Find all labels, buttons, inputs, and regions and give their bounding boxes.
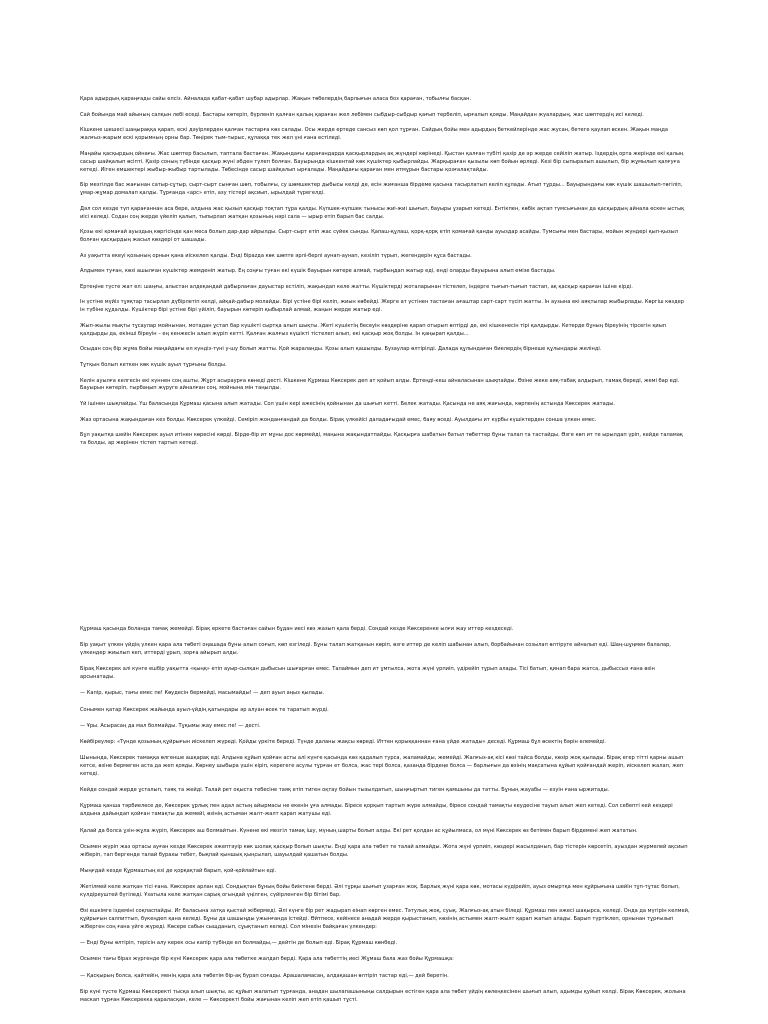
paragraph: Өзі ешкімге іздеміні соқпаспайды. Иг баласына затқа қыстай жібермеді. Әлі күнге бір рет жадырап еінап көрген емес. Тәтулық жоқ, суық. Жалғыз-ақ атын біледі. Құрмаш пен әжесі шақырса, келеді. Онда да мүгірін келмей, құйрығын салпиттып, бүкеңдеп қана келеді. Бұны да шашыңды ужынғанда істейді. Өйтпесе, кейінесе анадай жерде қырыстанып, көзінің астымен жалт-жылт қарап жатып алады. Барып түртіклеп, орнынан тұрғызып жіберген соң ғана үйге жүреді. Көсере сабын сыщданып, сұықтанып келеді. Сол мінезін байқаған үлкендер: — [80, 908, 690, 930]
paragraph: Кейде сондай жерде ұсталып, таяқ та жейді. Талай рет оқыста тебесіне таяқ етіп тиген оқтау бойын тызылдатып, шыңғыртып тиген қамшыны да татты. Бұның жауабы — езуін ғана ыржитады. — [80, 787, 610, 794]
paragraph: Үй ішінен шықпайды. Үш баласында Құрмаш қасына алып жатады. Сол үшін кері ажесінің қойнынан да шығып кетті. Белек жатады. Қасында не аяқ жағында, көрпенің астында Көксерек жатады. — [80, 401, 615, 408]
paragraph: Жаз ортасына жақындаған кез болды. Көксерек үлкейді. Семіріп жонданғандай да болды. Бірақ үлкейісі дaладағыдай емес, баяу өседі. Ауылдағы ит күрбы күшіктерден сонша үлкен емес. — [80, 416, 597, 423]
paragraph: Ін үстіне мүйіз тұяқтар тасырлап дүбірлетіп келді, айқай-дабыр молайды. Бірі үстіне бірі келіп, жиын көбейді. Жерге ат үстінен тастаған ағаштар сарт-сарт түсіп жатты. Ін аузына екі аяқтылар жыбырлады. Көргіш көздер ін түбіне құдалды. Күшіктер бірі үстіне бірі үйіліп, бауырын көтеріп қыбырлай алмай, жаңын жерде жатыр еді. — [80, 299, 684, 314]
paragraph: Бір күні түсте Құрмаш Көксеректі тысқа алып шықты, ас құйып жалатып тұрғанда, анадан шылапашыныңы салдырын естіген қара ала төбет үйдің көлеңкесінен шығып алып, адымды қуйып келді. Бірақ Көксерек, жолына маскап тұрған Көксерекка қараласқан, келе — Көксеректі бойы жағынан келіп жеп етіп қашып тұсті. — [80, 988, 686, 1003]
paragraph: Сай бойында май айының салқын лебі еседі. Бастары көтеріп, бүрленіп қалған қалың қараған жел лебімен сыбдыр-сыбдыр қағып тербеліп, ырғалып қояды. Маңайдан жуалардың, жас шөптердің исі келеді. — [80, 111, 644, 118]
paragraph: Сонымен қатар Көксерек жайында ауыл-үйдің қатындары әр алуан өсек те таратып жүрді. — [80, 706, 329, 713]
paragraph: Қалай да болса ұзін-жұла жүріп, Көксерек аш болмайтын. Күнене екі мезгіл тамақ ішу, мүның шарты болып алды. Екі рет қолдан ас құйылмаса, ол мүнi Көксерек өз бетімен барып бірдеменi жеп жататын. — [80, 827, 638, 834]
paragraph: Тұтқын болып кеткен көк күшік ауыл тұрғыны болды. — [80, 361, 227, 368]
paragraph: Осымен тағы біраз жүргенде бір күні Көксерек қара ала төбетке жалдап берді. Қара ала төбеттің иесі Жұмаш бала жаз бойы Құрмашқа: — [80, 956, 454, 963]
paragraph: Алдымен туған, көзі ашылған күшіктер жемденіп жатыр. Ең соңғы туған екі күшік бауырын көтере алмай, тырбыңдап жатыр еді, енді оларды бауырына алып емізе бастады. — [80, 268, 556, 275]
paragraph: — Қасқырың болса, қайтейін, менің қара ала төбетім бір-ақ бурап соғады. Арашаламасаң, алдақашан өлтіріп тастар еді,— дей беретін. — [80, 972, 449, 979]
text-section-bottom — [80, 626, 690, 1005]
paragraph: — Енді бұны өлтіріп, терісін алу керек осы капір түбінде ел болмайды,— дейтін де болып еді. Бірақ Құрмаш көнбеді. — [80, 940, 398, 947]
paragraph: Дәл сол кезде түп қарағаннан аса берe, алдына жас қызыл қасқыр тоқтап тұра қалды. Күпшек-күпшек тынысы жиі-жиі шығып, бауыры ұзарып кетеді. Ентікпен, көбік ақтап түмсығынан да қасқырдың айнала ескен ыстық иісі келеді. Содан соң жерде үйеліп қалып, тыпырлап жатқан қозының нәрі сала — ырыр етіп барып бас салды. — [80, 205, 685, 220]
paragraph: Құрмаш қасында боланда тамақ жемейді. Бірақ еркете бастаған сайын бұдан иесі көз жазып қала берді. Сондай кезде Көксеренке ылғи жау иттер кездеседі. — [80, 626, 514, 632]
paragraph: Шынында, Көксерек тамаққа өлгенше ашқарақ еді. Алдына құйып қойған асты алі күнге қасында көз қадалып турса, жаламайды, жемейді. Жалғыз-ақ кісі көзі тайса болды, көзір жоқ қылады. Бірақ егер тiтті қарны ашып кетсе, өзіне бермеген аста да жеп қояды. Көрнеу шыбыра үшін кіріп, кеpегеге асулы тұрған ет болса, жас тері болса, қазанда бірдеңе болса — барлығын да өзінің мақсатына құйып қойғандай жеріп, иіскелеп жалап, жеп кетеді. — [80, 755, 684, 778]
paragraph: Мыңғдай кезде Құрмаштың езі де қорқақтай барып, қой-қойлайтын еді. — [80, 867, 277, 874]
text-section-top — [80, 96, 690, 448]
paragraph: Келін ауылға келгесін екі күннен соң ашты. Жұрт асыраурға көнеді десті. Кішкене Құрмаш Көксерек деп ат қойып алды. Ертеңді-кеш айналасынан шықпайды. Өзіне жеке аяқ-табақ алдырып, тамақ береді, жемі бар еді. Бауырын көтеріп, тырбаңып жүруге айналған соң, мойнына мін таңылды. — [80, 377, 680, 392]
paragraph: Кішкене шешесі шаңыраққа қарап, ескі дәуірлерден қалған тастарға көз салады. Осы жерде ертеде сансыз көп қол тұрған. Сайдың бойы мен адырдың беткейлерінде жас жусан, бетеге қаулап өскен. Жақын маңда жалғыз-жарым ескі қорымның орны бар. Төңірек тым-тырыс, құлаққа тек жел үні ғана естіледі. — [80, 127, 668, 142]
paragraph: Ертеңіне түсте жат ел: шаңғы, алыстан алдеқандай дабырлаған дауыстар естіліп, жақындап келе жатты. Күшіктерді жоталарынан тістелеп, індерге тығып-тығып тастап, ақ қасқыр қараған ішіне кірді. — [80, 283, 633, 290]
paragraph: Осымен жүріп жаз ортасы ауған кезде Көксерек әжептәуір көк шолақ қасқыр болып шықты. Енді қара ала төбет те талай алмайды. Жота жүні үрпиіп, көздері жасылданып, бар тістерін көрсетіп, ауыздан жүрмелей ақсиып жіберіп, тап бергенде талай бурахы тебет, бықпай қыншық қыңсылап, шауылдай қашатын болды. — [80, 843, 688, 858]
paragraph: Көйбіреулер: «Түнде қозының құйрығын иіскелеп жүреді. Қойды үркіте береді. Түнде даланы жақсы көреді. Иттен қорыққаннан ғана үйде жатады» деседі. Құрмаш бұл өсектің бәрін елемейді. — [80, 739, 606, 746]
paragraph: Аз уақытта екеуі қозының орнын қана иіскелеп қалды. Енді бірazда көк шөпте әрлі-берлі аунап-аунап, кезіліп түрып, жегендерін құса бастады. — [80, 252, 472, 259]
paragraph: Қозы екі қомағай ауыздың көргісінде қан меса болып дар-дар айрылды. Сырт-сырт етіп жас сүйек сынды. Қапаш-құлаш, қорқ-қорқ етіп қомағай қанды ауыздар асайды. Тумсығы мен бастары, мойын жүндері қып-қызыл болған қасқырдың жасыл көздері от шашады. — [80, 229, 678, 243]
paragraph: Жып-жылы мықты тұсаулар мойнынан, мотадан ұстап бар күшіктi сыртқа алып шықты. Жеті күшіктің бесеуін көздеріне қарап отырып өлтірді де, екі кішкенесін тірі қалдырды. Кетерде бұның біреуінің тірсегін қиып қалдырды да, екіншi біреуін – ең кенжесін алып жүріп кетті. Қалған жалғыз күшікті тістелеп алып, екі қасқыр жоқ болды. Ін қаңырап қалды... — [80, 322, 667, 337]
paragraph: Бұл уақытқа шейін Көксерек ауыл итінен көресіні көрді. Бірде-бір ит мұны дос көрмейді, маңына жақындатпайды. Қасқырға шабатын батыл төбеттер бұны талап та тастайды. Өзге көп ит те ырылдап үріп, кейде таламақ та болды, ар жерінен тістеп тартып кетеді. — [80, 432, 683, 447]
paragraph: — Ұры. Асырасаң да мал болмайды. Тұқымы жау емес пе! — десті. — [80, 722, 261, 729]
paragraph: Жетілмей келе жатқан тісі ғана. Көксерек арлан еді. Сондықтан бұның бойы биіктене берді. Әлі тұрқы шығып ұзарған жоқ. Барлық жүні қара көк, мотасы күдірейіп, ауыз омыртқа мен құйрығына шейін тұп-тұтас болып, күлдіреуштей бүгіледі. Ұзатыла келе жатқан сарық огындай үңілген, сүйірленген бір бітімі бар. — [80, 884, 680, 898]
paragraph: Бірақ Көксерек алі күнге ешбір уақытта «қыңқ» етіп ауыр-сылқан дыбысын шығарған емес. Талаймын деп ит ұмтылса, жота жүні үрпиіп, үдірейіп тұрып алады. Тісі батып, қинап бара жатса, дыбыссыз ғана өзін арсынатады. — [80, 666, 655, 681]
paragraph: Бір уақыт үлкен үйдің үлкен қара ала төбеті оңашада бұны алып соғып, көп езгіледі. Бұны талап жатқанын көріп, өзге иттер де келіп шабынан алып, борбайынан созылап өлтіруге айналып еді. Шаң-шұңмен балалар, үлкендер жиылып кеп, иттерді ұрып, зорға айырып алды. — [80, 642, 671, 657]
paragraph: Қара адырдың қараңғады сайы елсіз. Айналада қабат-қабат шубар адырлар. Жақын төбелердің барлығын аласа боз қараған, тобылғы басқан. — [80, 96, 472, 102]
paragraph: Бір мезгілде бас жағынан сатыр-сұтыр, сырт-сырт сынған шөп, тобылғы, су шөмшектер дыбысы келді де, есін жиғанша бірдеме қасына тасырлатып келіп құлады. Атып тұрды... Бауырындағы көк күшік шашылып-төгіліп, ұмар-жұмар домалап қалды. Тұрғанда «арс» етіп, азу тістері ақсиып, ырылдай түрегелді. — [80, 182, 683, 196]
paragraph: Маңайы қасқырдың ойнағы. Жас шөптер басылып, таптала бастаған. Жақындағы қарағандарда қасқырлардың ақ жүндері көрінеді. Қыстан қалған түбіті қазір де әр жерде сейіліп жатыр. Іздердің орта жерінде екі қалың сасыр шайқалып өсіпті. Қазір соның түбінде қасқыр жүні әбден түлеп болған. Бауырында кішкентай көк күшіктер қыбырлайды. Жарқыраған қызылы көп бойын өрледі. Кезі бір сыпыралып ашылып, бір жұмылып қалғуға кетеді. Иіген емшектері жыбыр-жыбыр тартылады. Төбесінде сасыр шайқалып ырғалады. Маңайдағы қараған мен итмұрын бастары қозғалақтайды. — [80, 150, 684, 173]
paragraph: Осыдан соң бір жұма бойы маңайдағы ел күндіз-түні у-шу болып жатты. Қой жараланды. Қозы алып қашылды. Бузаулар өлтірілді. Далада құлындаған биелердің бірнеше құлындары желінді. — [80, 346, 602, 353]
paragraph: — Капір, қырыс, тағы емес пе! Көудесін бермейді, масымайды! — деп ауыл аңыз қылады. — [80, 690, 325, 697]
paragraph: Құрмаш қанша тәрбиелесе де, Көксерек ұрлық пен адал астың айырмасы не екенін ұға алмады. Біресе қорқып тартып жүре алмайды, біресе сондай тамақты кеудесіне тауып алып жеп кетеді. Сол себептi кей кездері алдына дайындап қойған тамақты да жемейі, өзінің астыман жалт-жалт қарап жатушы еді. — [80, 803, 673, 818]
